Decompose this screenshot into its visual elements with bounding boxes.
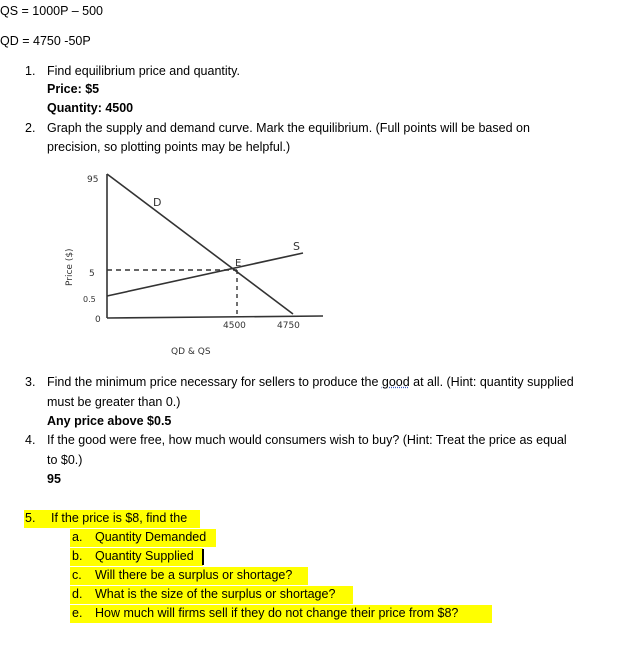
demand-label: D <box>153 196 162 209</box>
x-tick-4750: 4750 <box>277 321 300 331</box>
subitem-a-letter: a. <box>72 530 83 544</box>
q3-text-part3: at all. (Hint: quantity supplied <box>409 375 574 389</box>
qs-equation: QS = 1000P – 500 <box>0 4 103 18</box>
subitem-a <box>70 529 216 547</box>
qd-equation: QD = 4750 -50P <box>0 34 91 48</box>
subitem-e <box>70 605 492 623</box>
y-axis-label: Price ($) <box>65 248 75 286</box>
q3-text-line2: must be greater than 0.) <box>47 395 181 409</box>
answer-price: Price: $5 <box>47 82 100 96</box>
subitem-d-letter: d. <box>72 587 83 601</box>
answer-q4: 95 <box>47 472 61 486</box>
supply-curve <box>107 253 303 296</box>
q4-text-line2: to $0.) <box>47 453 83 467</box>
q1-text: Find equilibrium price and quantity. <box>47 64 240 78</box>
q2-text-line1: Graph the supply and demand curve. Mark the equilibrium. (Full points will be based on <box>47 121 530 135</box>
y-tick-0-5: 0.5 <box>83 295 96 304</box>
q4-text-line1: If the good were free, how much would consumers wish to buy? (Hint: Treat the price as equal <box>47 433 567 447</box>
q5-line <box>24 510 200 528</box>
y-tick-95: 95 <box>87 175 99 185</box>
subitem-b <box>70 548 203 566</box>
q3-text-part1: Find the minimum price necessary for sellers to produce the <box>47 375 382 389</box>
q3-number: 3. <box>25 375 36 389</box>
q3-text-line1 <box>47 375 574 389</box>
equilibrium-label: E <box>235 258 242 269</box>
q5-number: 5. <box>25 511 36 525</box>
y-tick-5: 5 <box>89 269 95 279</box>
q2-text-line2: precision, so plotting points may be helpful.) <box>47 140 291 154</box>
text-cursor <box>202 549 204 565</box>
subitem-c <box>70 567 308 585</box>
subitem-e-letter: e. <box>72 606 83 620</box>
subitem-c-letter: c. <box>72 568 82 582</box>
x-tick-4500: 4500 <box>223 321 246 331</box>
demand-curve <box>107 174 293 314</box>
q3-text-good: good <box>381 375 410 389</box>
subitem-b-text[interactable]: Quantity Supplied <box>95 549 194 563</box>
x-axis <box>107 316 323 318</box>
subitem-b-letter: b. <box>72 549 83 563</box>
q4-number: 4. <box>25 433 36 447</box>
subitem-a-text: Quantity Demanded <box>95 530 207 544</box>
answer-q3: Any price above $0.5 <box>47 414 172 428</box>
subitem-c-text: Will there be a surplus or shortage? <box>95 568 293 582</box>
q5-text: If the price is $8, find the <box>51 511 188 525</box>
subitem-d-text: What is the size of the surplus or shortage? <box>95 587 336 601</box>
x-axis-label: QD & QS <box>171 347 211 357</box>
supply-demand-sketch <box>55 166 335 366</box>
origin-label: 0 <box>95 315 101 325</box>
supply-label: S <box>293 240 300 253</box>
subitem-d <box>70 586 353 604</box>
q1-number: 1. <box>25 64 36 78</box>
subitem-e-text: How much will firms sell if they do not change their price from $8? <box>95 606 459 620</box>
q2-number: 2. <box>25 121 36 135</box>
answer-quantity: Quantity: 4500 <box>47 101 134 115</box>
